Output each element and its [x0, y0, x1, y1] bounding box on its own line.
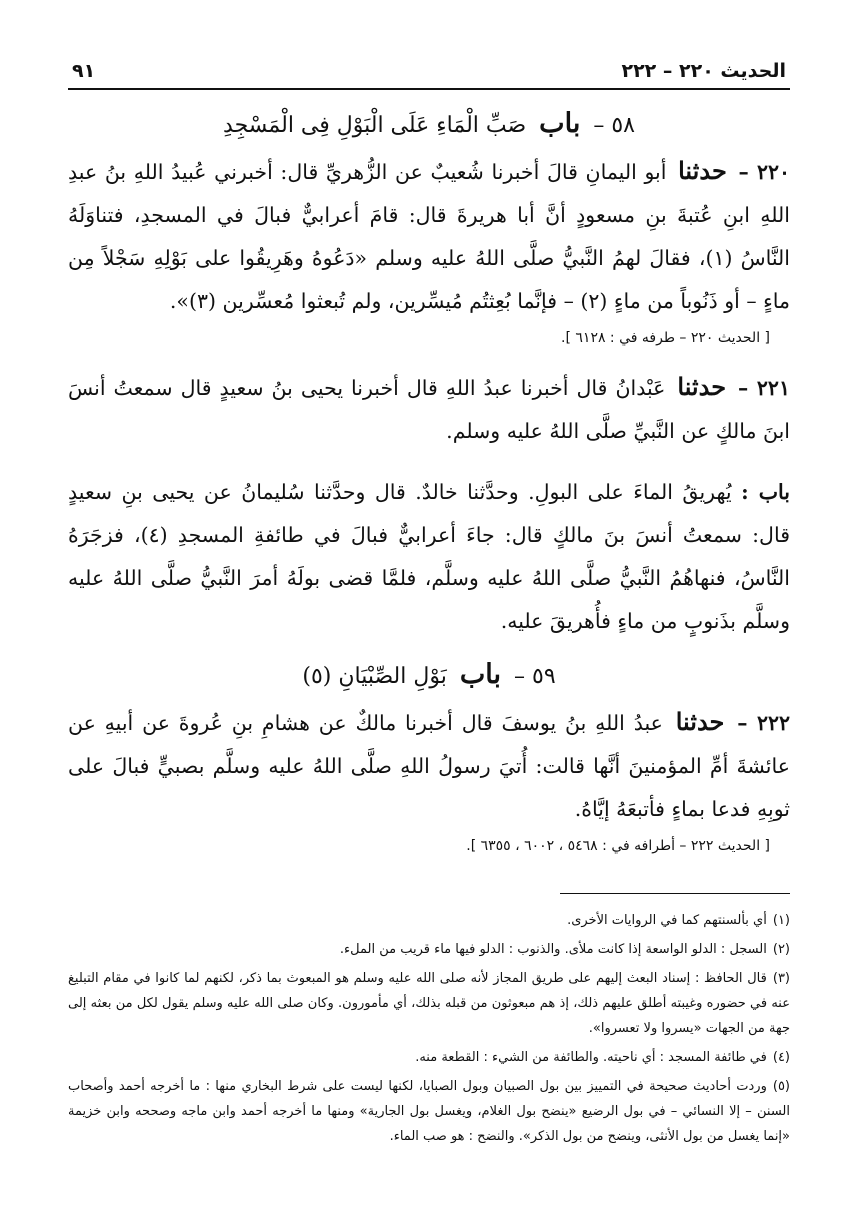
- chapter-title: صَبِّ الْمَاءِ عَلَى الْبَوْلِ فِى الْمَسْجِدِ: [223, 113, 527, 138]
- hadith-222: [68, 700, 790, 831]
- hadith-number: ٢٢١ –: [738, 376, 790, 400]
- chapter-number: ٥٨ –: [593, 113, 635, 138]
- footnote-number: (٤): [772, 1050, 790, 1065]
- hadith-text: عَبْدانُ قال أخبرنا عبدُ اللهِ قال أخبرنا يحيى بنُ سعيدٍ قال سمعتُ أنسَ ابنَ مالكٍ عن النَّبيِّ صلَّى اللهُ عليه وسلم.: [68, 376, 790, 443]
- footnote-text: في طائفة المسجد : أي ناحيته. والطائفة من الشيء : القطعة منه.: [415, 1050, 767, 1065]
- footnote-text: السجل : الدلو الواسعة إذا كانت ملأى. والذنوب : الدلو فيها ماء قريب من الملء.: [339, 942, 767, 957]
- section-label: الحديث ٢٢٠ – ٢٢٢: [621, 60, 786, 82]
- haddathana-word: حدثنا: [678, 156, 727, 185]
- running-head: [68, 60, 790, 88]
- chapter-bab-label: باب: [459, 659, 502, 690]
- chapter-bab-label: باب: [539, 108, 581, 139]
- hadith-221: [68, 365, 790, 453]
- hadith-number: ٢٢٢ –: [737, 711, 790, 735]
- footnote-rule: [560, 893, 790, 894]
- footnote: [68, 1045, 790, 1070]
- haddathana-word: حدثنا: [675, 707, 725, 736]
- footnote-number: (٥): [772, 1079, 790, 1094]
- chapter-59-heading: [68, 659, 790, 690]
- footnotes: [68, 908, 790, 1149]
- footnote: [68, 937, 790, 962]
- footnote-text: وردت أحاديث صحيحة في التمييز بين بول الصبيان وبول الصبايا، لكنها ليست على شرط البخاري منها : ما أخرجه أحمد وأصحاب السنن – إلا النسائي – في بول الرضيع «ينضح بول الغلام، ويغسل بول الجارية» ومنها ما أخرجه أحمد وابن ماجه وصححه وابن خزيمة «إنما يغسل من بول الأنثى، وينضح من بول الذكر». والنضح : هو صب الماء.: [68, 1079, 790, 1144]
- page-number: ٩١: [72, 60, 96, 82]
- hadith-text: أبو اليمانِ قالَ أخبرنا شُعيبٌ عن الزُّهريِّ قال: أخبرني عُبيدُ اللهِ بنُ عبدِ اللهِ ابنِ عُتبةَ بنِ مسعودٍ أنَّ أبا هريرةَ قال: قامَ أعرابيٌّ فبالَ في المسجدِ، فتناوَلَهُ النَّاسُ (١)، فقالَ لهمُ النَّبيُّ صلَّى اللهُ عليه وسلم «دَعُوهُ وهَرِيقُوا على بَوْلِهِ سَجْلاً مِن ماءٍ – أو ذَنُوباً من ماءٍ (٢) – فإنَّما بُعِثتُم مُيسِّرين، ولم تُبعثوا مُعسِّرين (٣)».: [68, 160, 790, 313]
- chapter-58-heading: [68, 108, 790, 139]
- header-rule: [68, 88, 790, 90]
- footnote-number: (٢): [772, 942, 790, 957]
- footnote-text: قال الحافظ : إسناد البعث إليهم على طريق المجاز لأنه صلى الله عليه وسلم هو المبعوث بما ذكر، لكنهم لما كانوا في مقام التبليغ عنه في حضوره وغيبته أطلق عليهم ذلك، إذ هم مبعوثون من قبله بذلك، أي مأمورون. وكان صلى الله عليه وسلم يقول لكل من بعثه إلى جهة من الجهات «يسروا ولا تعسروا».: [68, 971, 790, 1036]
- footnote-number: (٣): [772, 971, 790, 986]
- footnote: [68, 966, 790, 1041]
- hadith-text: عبدُ اللهِ بنُ يوسفَ قال أخبرنا مالكٌ عن هشامِ بنِ عُروةَ عن أبيهِ عن عائشةَ أمِّ المؤمنينَ أنَّها قالت: أُتيَ رسولُ اللهِ صلَّى اللهُ عليه وسلَّم بصبيٍّ فبالَ على ثوبِهِ فدعا بماءٍ فأتبعَهُ إيَّاهُ.: [68, 711, 790, 821]
- chapter-number: ٥٩ –: [514, 664, 556, 689]
- haddathana-word: حدثنا: [677, 372, 727, 401]
- bab-paragraph: [68, 471, 790, 643]
- footnote-number: (١): [772, 913, 790, 928]
- hadith-220: [68, 149, 790, 323]
- hadith-number: ٢٢٠ –: [738, 160, 790, 184]
- bab-text: يُهريقُ الماءَ على البولِ. وحدَّثنا خالدٌ. قال وحدَّثنا سُليمانُ عن يحيى بنِ سعيدٍ قال: سمعتُ أنسَ بنَ مالكٍ قال: جاءَ أعرابيٌّ فبالَ في طائفةِ المسجدِ (٤)، فزجَرَهُ النَّاسُ، فنهاهُمُ النَّبيُّ صلَّى اللهُ عليه وسلَّم، فلمَّا قضى بولَهُ أمرَ النَّبيُّ صلَّى اللهُ عليه وسلَّم بذَنوبٍ من ماءٍ فأُهريقَ عليه.: [68, 480, 790, 633]
- footnote-text: أي بألسنتهم كما في الروايات الأخرى.: [567, 913, 767, 928]
- chapter-title: بَوْلِ الصِّبْيَانِ (٥): [302, 664, 447, 689]
- bab-inline-label: باب :: [741, 480, 790, 504]
- hadith-220-cross-reference: [ الحديث ٢٢٠ – طرفه في : ٦١٢٨ ].: [561, 330, 770, 346]
- footnote: [68, 908, 790, 933]
- footnote: [68, 1074, 790, 1149]
- hadith-222-cross-reference: [ الحديث ٢٢٢ – أطرافه في : ٥٤٦٨ ، ٦٠٠٢ ، ٦٣٥٥ ].: [466, 838, 770, 854]
